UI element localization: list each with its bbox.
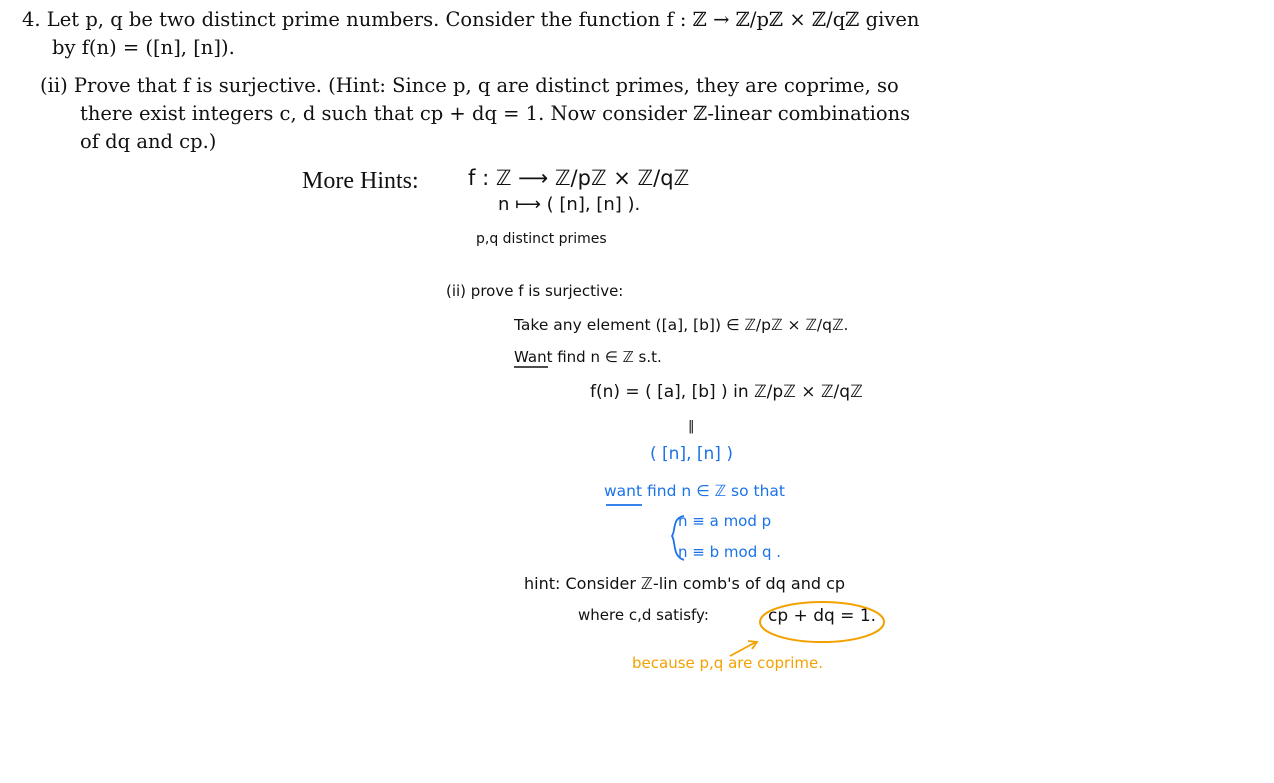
problem-statement	[22, 6, 942, 156]
problem-line-2: by f(n) = ([n], [n]).	[52, 36, 235, 59]
pq-distinct-primes-note: p,q distinct primes	[476, 231, 607, 247]
more-hints-label: More Hints:	[302, 168, 419, 194]
part-ii-label: (ii) prove f is surjective:	[446, 282, 624, 300]
because-arrowhead	[748, 641, 757, 649]
where-line: where c,d satisfy:	[578, 606, 709, 624]
part-ii-line-2: there exist integers c, d such that cp + dq = 1. Now consider ℤ-linear combinations	[80, 102, 911, 125]
part-ii	[22, 72, 942, 156]
n-n-pair: ( [n], [n] )	[650, 444, 733, 464]
map-definition-bottom: n ⟼ ( [n], [n] ).	[498, 194, 641, 215]
hint-line: hint: Consider ℤ-lin comb's of dq and cp	[524, 574, 846, 593]
map-definition-top: f : ℤ ⟶ ℤ/pℤ × ℤ/qℤ	[468, 166, 690, 190]
take-any-element-line: Take any element ([a], [b]) ∈ ℤ/pℤ × ℤ/qℤ.	[514, 316, 849, 334]
equals-rotated: ‖	[688, 419, 695, 434]
because-coprime-note: because p,q are coprime.	[632, 654, 824, 672]
want-find-line: Want find n ∈ ℤ s.t.	[514, 348, 662, 366]
congruence-1: n ≡ a mod p	[678, 512, 772, 530]
f-equation-line: f(n) = ( [a], [b] ) in ℤ/pℤ × ℤ/qℤ	[590, 382, 863, 402]
cp-dq-equation: cp + dq = 1.	[768, 606, 877, 626]
congruence-2: n ≡ b mod q .	[678, 543, 782, 561]
part-ii-line-1: (ii) Prove that f is surjective. (Hint: Since p, q are distinct primes, they are coprime, so	[40, 74, 899, 97]
want-find-blue-line: want find n ∈ ℤ so that	[604, 482, 785, 500]
problem-line-1: 4. Let p, q be two distinct prime numbers. Consider the function f : ℤ → ℤ/pℤ × ℤ/qℤ given	[22, 8, 920, 31]
part-ii-line-3: of dq and cp.)	[80, 130, 217, 153]
